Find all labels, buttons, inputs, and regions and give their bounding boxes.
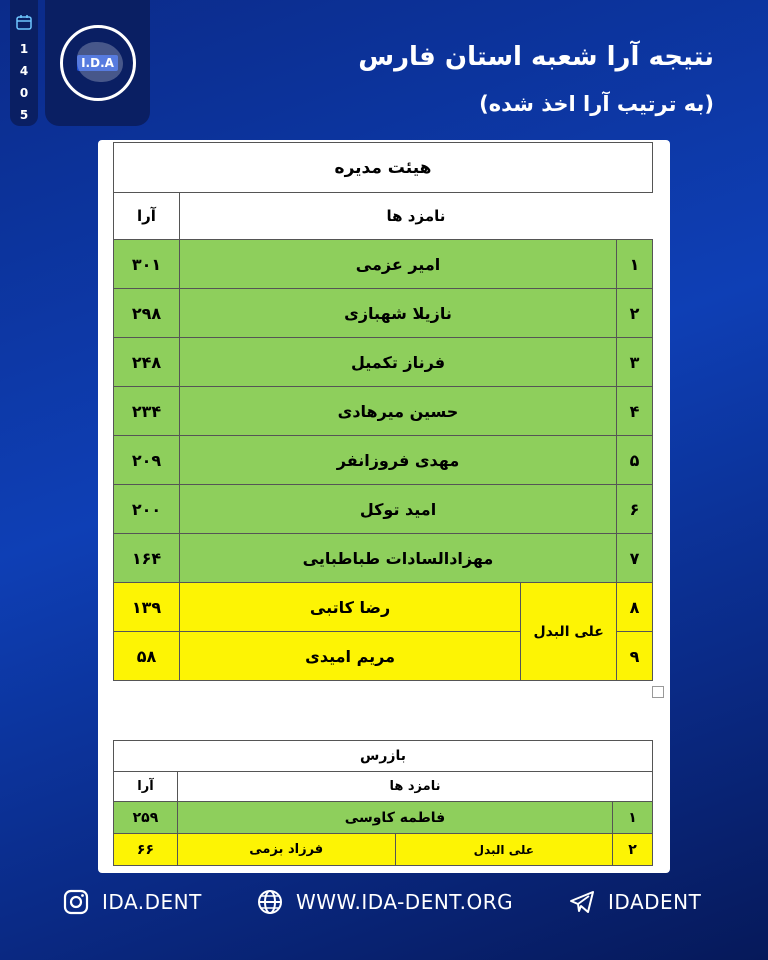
- votes-cell: ۵۸: [114, 632, 180, 681]
- table-row: [114, 802, 653, 834]
- rank-cell: ۹: [617, 632, 653, 681]
- votes-cell: ۲۰۰: [114, 485, 180, 534]
- rank-cell: ۸: [617, 583, 653, 632]
- candidate-name: فاطمه کاوسی: [177, 802, 612, 834]
- table-row: [114, 338, 653, 387]
- year-digit: 5: [19, 108, 29, 122]
- table-row: [114, 240, 653, 289]
- table-row: [114, 289, 653, 338]
- year-digits: [20, 42, 28, 122]
- alternate-label: علی البدل: [395, 834, 613, 866]
- website-url: WWW.IDA-DENT.ORG: [296, 890, 514, 914]
- logo-text: I.D.A: [77, 55, 118, 71]
- candidate-name: امیر عزمی: [179, 240, 616, 289]
- rank-cell: ۴: [617, 387, 653, 436]
- candidate-name: حسین میرهادی: [179, 387, 616, 436]
- year-digit: 4: [19, 64, 29, 78]
- inspector-table: [113, 740, 653, 866]
- rank-cell: ۵: [617, 436, 653, 485]
- votes-header: آرا: [114, 193, 180, 240]
- rank-cell: ۲: [617, 289, 653, 338]
- candidates-header: نامزد ها: [177, 772, 652, 802]
- votes-header: آرا: [114, 772, 178, 802]
- candidate-name: مهزادالسادات طباطبایی: [179, 534, 616, 583]
- candidate-name: نازیلا شهبازی: [179, 289, 616, 338]
- table-row: [114, 834, 653, 866]
- rank-cell: ۱: [613, 802, 653, 834]
- votes-cell: ۱۶۴: [114, 534, 180, 583]
- candidates-header: نامزد ها: [179, 193, 652, 240]
- results-card: [98, 140, 670, 873]
- instagram-link[interactable]: [62, 884, 202, 920]
- website-link[interactable]: [256, 884, 513, 920]
- alternate-label: علی البدل: [521, 583, 617, 681]
- board-table: [113, 142, 653, 681]
- year-digit: 0: [19, 86, 29, 100]
- inspector-title: بازرس: [114, 741, 653, 772]
- votes-cell: ۲۵۹: [114, 802, 178, 834]
- telegram-handle: IDADENT: [608, 890, 702, 914]
- iran-map-icon: [77, 42, 123, 82]
- votes-cell: ۲۳۴: [114, 387, 180, 436]
- rank-cell: ۷: [617, 534, 653, 583]
- table-row: [114, 387, 653, 436]
- candidate-name: مریم امیدی: [179, 632, 520, 681]
- candidate-name: فرزاد بزمی: [177, 834, 395, 866]
- votes-cell: ۲۰۹: [114, 436, 180, 485]
- telegram-link[interactable]: [568, 884, 701, 920]
- votes-cell: ۱۳۹: [114, 583, 180, 632]
- telegram-icon: [568, 888, 596, 916]
- rank-cell: ۱: [617, 240, 653, 289]
- instagram-icon: [62, 888, 90, 916]
- table-row: [114, 583, 653, 632]
- ida-logo: [60, 25, 136, 101]
- table-row: [114, 436, 653, 485]
- year-tab: [10, 0, 38, 126]
- candidate-name: مهدی فروزانفر: [179, 436, 616, 485]
- table-row: [114, 485, 653, 534]
- candidate-name: رضا کاتبی: [179, 583, 520, 632]
- footer: [0, 884, 768, 920]
- board-title: هیئت مدیره: [114, 143, 653, 193]
- year-digit: 1: [19, 42, 29, 56]
- candidate-name: فرناز تکمیل: [179, 338, 616, 387]
- votes-cell: ۲۴۸: [114, 338, 180, 387]
- calendar-icon: [16, 14, 32, 30]
- page-subtitle: (به ترتیب آرا اخذ شده): [479, 92, 714, 116]
- votes-cell: ۲۹۸: [114, 289, 180, 338]
- instagram-handle: IDA.DENT: [102, 890, 202, 914]
- table-resize-handle: [652, 686, 664, 698]
- globe-icon: [256, 888, 284, 916]
- rank-cell: ۳: [617, 338, 653, 387]
- rank-cell: ۶: [617, 485, 653, 534]
- votes-cell: ۳۰۱: [114, 240, 180, 289]
- rank-cell: ۲: [613, 834, 653, 866]
- votes-cell: ۶۶: [114, 834, 178, 866]
- page-title: نتیجه آرا شعبه استان فارس: [358, 42, 714, 72]
- table-row: [114, 534, 653, 583]
- logo-box: [45, 0, 150, 126]
- candidate-name: امید توکل: [179, 485, 616, 534]
